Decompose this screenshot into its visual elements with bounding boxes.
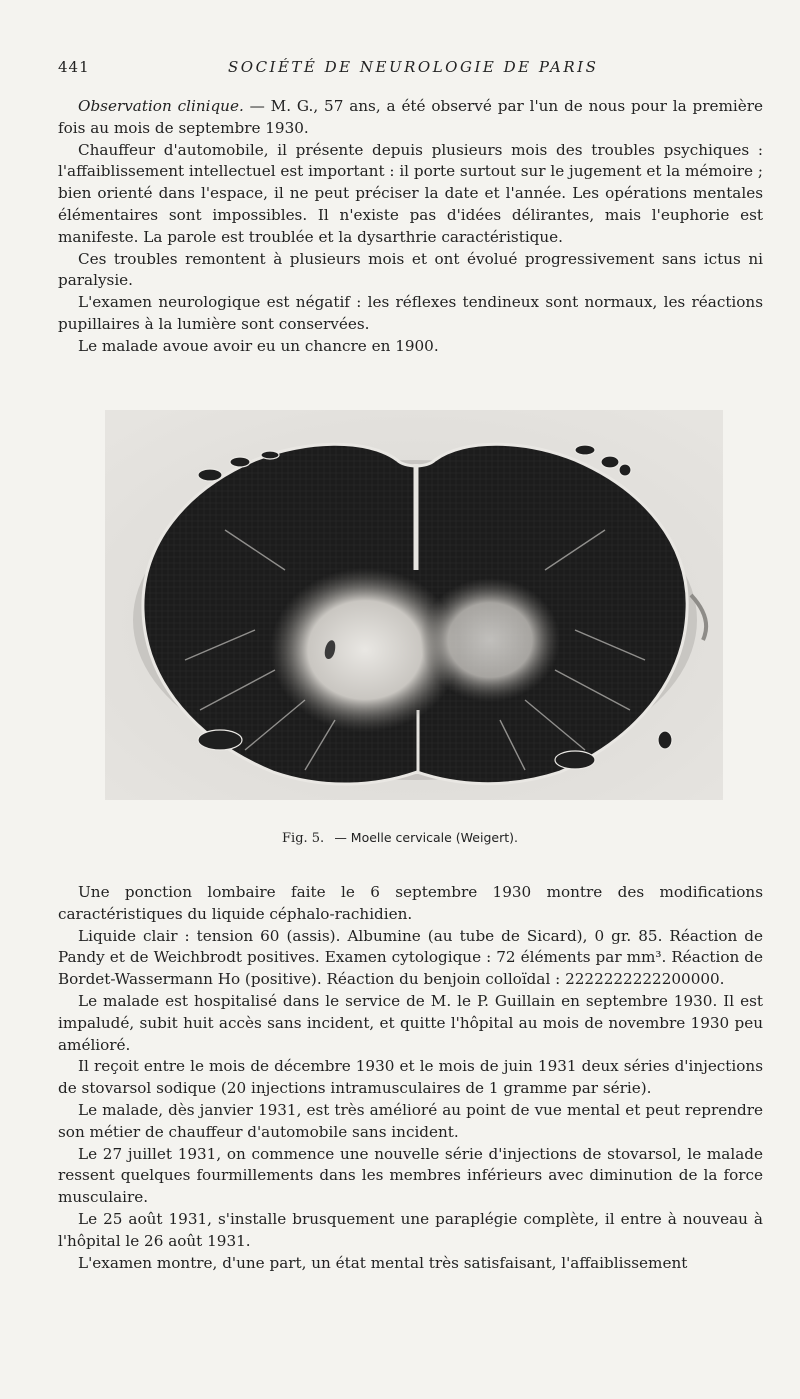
figure-caption: [0, 830, 800, 846]
observation-label: Observation clinique.: [78, 97, 244, 115]
paragraph: Liquide clair : tension 60 (assis). Albumine (au tube de Sicard), 0 gr. 85. Réaction de Pandy et de Weichbrodt positives. Examen cytologique : 72 éléments par mm³. Réaction de Bordet-Wassermann Ho (positive). Réaction du benjoin colloïdal : 2222222222200000.: [58, 926, 763, 989]
paragraph: Le malade avoue avoir eu un chancre en 1900.: [78, 336, 439, 355]
page-number: 441: [58, 58, 90, 76]
spinal-cord-section-figure: [105, 410, 723, 800]
paragraph: Le 25 août 1931, s'installe brusquement une paraplégie complète, il entre à nouveau à l'hôpital le 26 août 1931.: [58, 1209, 763, 1250]
observation-text: [58, 96, 763, 358]
spinal-cord-micrograph: [105, 410, 723, 800]
paragraph: Le malade, dès janvier 1931, est très amélioré au point de vue mental et peut reprendre son métier de chauffeur d'automobile sans incident.: [58, 1100, 763, 1141]
paragraph: Ces troubles remontent à plusieurs mois et ont évolué progressivement sans ictus ni paralysie.: [58, 249, 763, 290]
paragraph-text: — M. G., 57 ans, a été observé par l'un de nous pour la première fois au mois de septembre 1930.: [58, 97, 763, 137]
caption-text: — Moelle cervicale (Weigert).: [334, 830, 518, 845]
paragraph: L'examen montre, d'une part, un état mental très satisfaisant, l'affaiblissement: [78, 1253, 688, 1272]
running-head: [58, 58, 760, 82]
figure-number: Fig. 5.: [282, 831, 325, 846]
clinical-course-text: [58, 882, 763, 1274]
paragraph: Le malade est hospitalisé dans le service de M. le P. Guillain en septembre 1930. Il est impaludé, subit huit accès sans incident, et quitte l'hôpital au mois de novembre 1930 peu amélioré.: [58, 991, 763, 1054]
paragraph: Une ponction lombaire faite le 6 septembre 1930 montre des modifications caractéristiques du liquide céphalo-rachidien.: [58, 883, 763, 923]
paragraph: Il reçoit entre le mois de décembre 1930 et le mois de juin 1931 deux séries d'injections de stovarsol sodique (20 injections intramusculaires de 1 gramme par série).: [58, 1057, 763, 1098]
paragraph: L'examen neurologique est négatif : les réflexes tendineux sont normaux, les réactions pupillaires à la lumière sont conservées.: [58, 293, 763, 333]
paragraph: Le 27 juillet 1931, on commence une nouvelle série d'injections de stovarsol, le malade ressent quelques fourmillements dans les membres inférieurs avec diminution de la force musculaire.: [58, 1144, 763, 1207]
paragraph: Chauffeur d'automobile, il présente depuis plusieurs mois des troubles psychiques : l'affaiblissement intellectuel est important : il porte surtout sur le jugement et la mémoire ; bien orienté dans l'espace, il ne peut préciser la date et l'année. Les opérations mentales élémentaires sont impossibles. Il n'existe pas d'idées délirantes, mais l'euphorie est manifeste. La parole est troublée et la dysarthrie caractéristique.: [58, 140, 763, 246]
journal-title: SOCIÉTÉ DE NEUROLOGIE DE PARIS: [228, 58, 599, 76]
paragraph: [58, 96, 763, 140]
